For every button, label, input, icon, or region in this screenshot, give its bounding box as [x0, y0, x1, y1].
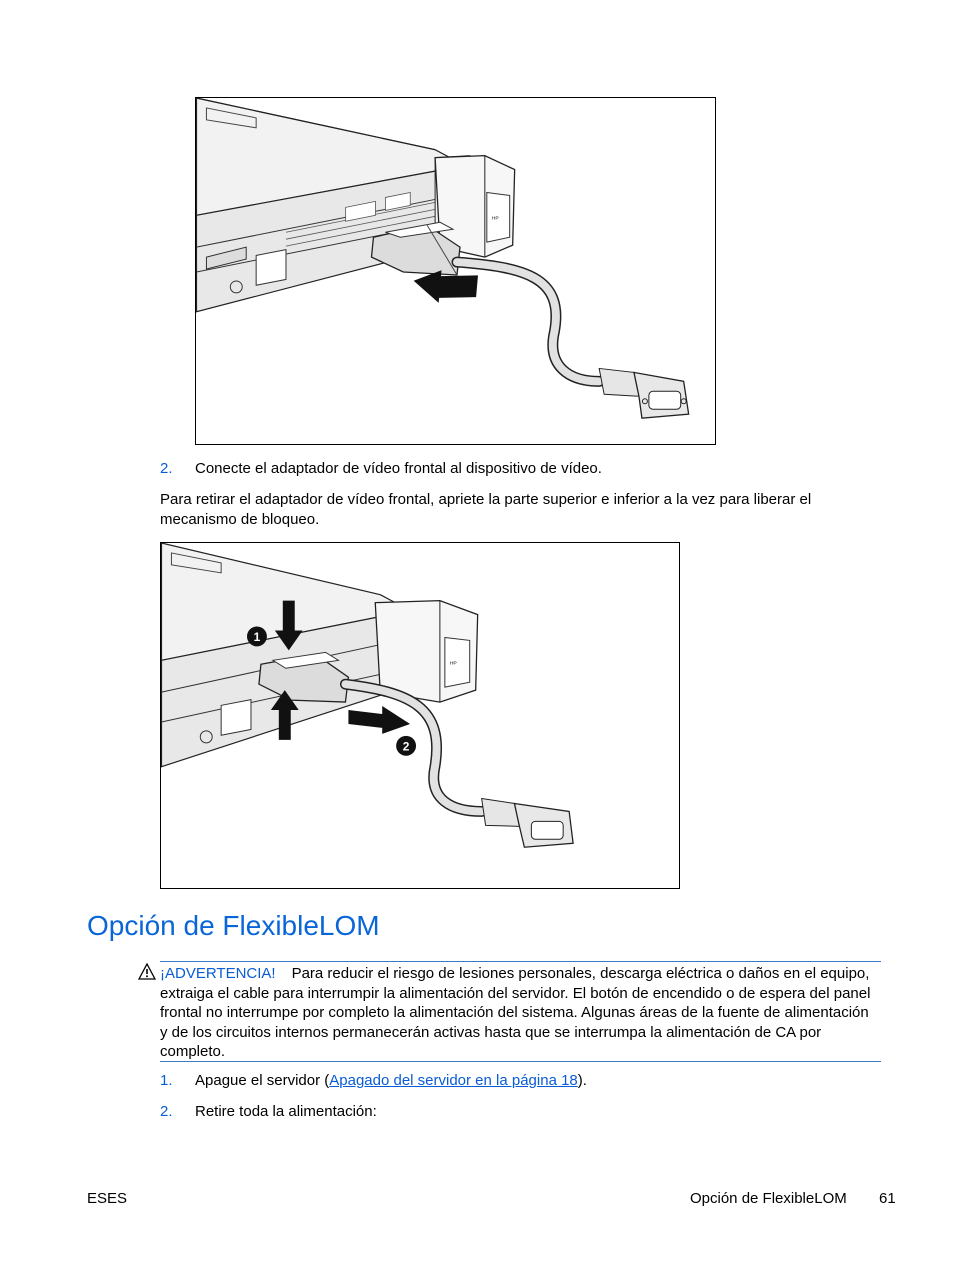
- footer-section-title: Opción de FlexibleLOM: [690, 1190, 847, 1207]
- step-number: 2.: [160, 460, 173, 477]
- figure-remove-video-adapter: [160, 542, 680, 889]
- link-apagado-servidor[interactable]: Apagado del servidor en la página 18: [329, 1072, 578, 1089]
- step-number: 1.: [160, 1072, 173, 1089]
- footer-page-number: 61: [879, 1190, 896, 1207]
- warning-block: [160, 964, 878, 1062]
- figure-connect-video-adapter: [195, 97, 716, 445]
- step-text: Retire toda la alimentación:: [195, 1103, 377, 1120]
- warning-label: ¡ADVERTENCIA!: [160, 965, 276, 982]
- server-cable-illustration-2: [161, 543, 679, 888]
- section-title: Opción de FlexibleLOM: [87, 910, 380, 941]
- step-number: 2.: [160, 1103, 173, 1120]
- svg-text:HP: HP: [449, 661, 457, 667]
- warning-bottom-rule: [160, 1061, 881, 1062]
- callout-1: 1: [253, 629, 261, 644]
- paragraph-remove-adapter: Para retirar el adaptador de vídeo frontal, apriete la parte superior e inferior a la vez para liberar el mecanismo de bloqueo.: [160, 491, 812, 528]
- svg-text:HP: HP: [491, 216, 499, 222]
- warning-icon: [138, 963, 156, 980]
- step-text-before: Apague el servidor (: [195, 1072, 330, 1089]
- step-text: Conecte el adaptador de vídeo frontal al dispositivo de vídeo.: [195, 460, 602, 477]
- warning-text: Para reducir el riesgo de lesiones personales, descarga eléctrica o daños en el equipo, extraiga el cable para interrumpir la alimentación del servidor. El botón de encendido o de espera del panel frontal no interrumpe por completo la alimentación del sistema. Algunas áreas de la fuente de alimentación y de los circuitos internos permanecerán activas hasta que se interrumpa la alimentación de CA por completo.: [160, 965, 871, 1060]
- warning-top-rule: [160, 961, 881, 962]
- server-cable-illustration-1: [196, 98, 715, 444]
- footer-left: ESES: [87, 1190, 128, 1207]
- step-text-after: ).: [577, 1072, 587, 1089]
- step-text: [195, 1071, 587, 1091]
- callout-2: 2: [402, 739, 410, 754]
